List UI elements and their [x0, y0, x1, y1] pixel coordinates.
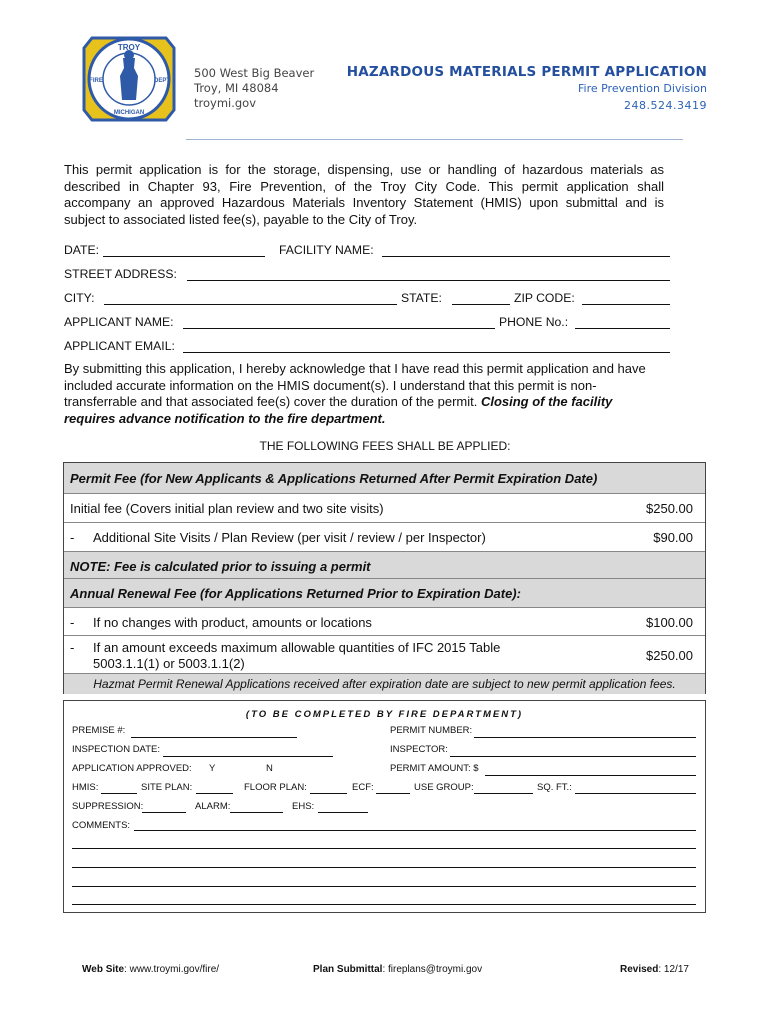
permit-number-label: PERMIT NUMBER: [390, 725, 473, 736]
city-label: CITY: [64, 291, 95, 305]
phone-field[interactable] [575, 328, 670, 329]
address-line-2: Troy, MI 48084 [194, 81, 279, 95]
footer-plan-submittal [313, 964, 482, 975]
address-line-1: 500 West Big Beaver [194, 66, 315, 80]
zip-code-label: ZIP CODE: [514, 291, 575, 305]
fee-table [63, 462, 706, 694]
staff-box-title: (TO BE COMPLETED BY FIRE DEPARTMENT) [245, 709, 524, 720]
logo-right-text: DEPT [153, 78, 171, 84]
fee-row-label: Initial fee (Covers initial plan review and two site visits) [70, 501, 384, 516]
site-plan-field[interactable] [196, 793, 233, 794]
floor-plan-label: FLOOR PLAN: [244, 782, 307, 793]
address-website[interactable]: troymi.gov [194, 96, 257, 110]
renewal-fee-header-row [64, 578, 705, 608]
inspection-date-label: INSPECTION DATE: [72, 744, 160, 755]
acknowledgement-emphasis: Closing of the facility requires advance notification to the fire department. [64, 394, 613, 426]
renewal-row-amount: $100.00 [646, 615, 693, 630]
footnote-row [64, 673, 705, 694]
comments-label: COMMENTS: [72, 820, 131, 831]
suppression-field[interactable] [142, 812, 186, 813]
applicant-name-field[interactable] [183, 328, 495, 329]
state-field[interactable] [452, 304, 510, 305]
footer-revised [620, 964, 689, 975]
acknowledgement-paragraph [64, 361, 664, 427]
logo-top-text: TROY [117, 43, 141, 52]
division-name: Fire Prevention Division [577, 82, 707, 95]
intro-paragraph: This permit application is for the storage, dispensing, use or handling of hazardous materials as described in Chapter 93, Fire Prevention, of the Troy City Code. This permit application shall accompany an approved Hazardous Materials Inventory Statement (HMIS) upon submittal and is subject to associated listed fee(s), payable to the City of Troy. [64, 162, 664, 227]
premise-label: PREMISE #: [72, 725, 126, 736]
footer-website [82, 964, 219, 975]
approved-no-option[interactable]: N [266, 763, 273, 774]
footer-website-value[interactable]: : www.troymi.gov/fire/ [124, 964, 220, 975]
inspector-field[interactable] [450, 756, 696, 757]
department-address [194, 66, 314, 111]
date-field[interactable] [103, 256, 265, 257]
street-address-field[interactable] [187, 280, 670, 281]
fire-department-use-box [63, 700, 706, 913]
use-group-label: USE GROUP: [414, 782, 474, 793]
footer-plan-value[interactable]: : fireplans@troymi.gov [382, 964, 483, 975]
acknowledgement-text: By submitting this application, I hereby acknowledge that I have read this permit application and have included accurate information on the HMIS document(s). I understand that this permit is non-transferrable and that associated fee(s) cover the duration of the permit. [64, 361, 646, 409]
logo-bottom-text: MICHIGAN [113, 110, 145, 116]
fee-note-row [64, 551, 705, 579]
street-address-label: STREET ADDRESS: [64, 267, 177, 281]
comments-line[interactable] [134, 830, 696, 831]
zip-code-field[interactable] [582, 304, 670, 305]
use-group-field[interactable] [474, 793, 533, 794]
renewal-row-label-line1: If an amount exceeds maximum allowable quantities of IFC 2015 Table [93, 640, 501, 655]
fee-row-amount: $90.00 [653, 530, 693, 545]
footer-revised-value: : 12/17 [658, 964, 689, 975]
comments-line[interactable] [72, 848, 696, 849]
ehs-label: EHS: [292, 801, 315, 812]
hmis-label: HMIS: [72, 782, 99, 793]
footer-website-label: Web Site [82, 964, 125, 975]
alarm-label: ALARM: [195, 801, 231, 812]
ecf-field[interactable] [376, 793, 410, 794]
fees-heading: THE FOLLOWING FEES SHALL BE APPLIED: [259, 439, 511, 453]
facility-name-label: FACILITY NAME: [279, 243, 374, 257]
footer-plan-label: Plan Submittal [313, 964, 383, 975]
comments-line[interactable] [72, 886, 696, 887]
application-approved-label: APPLICATION APPROVED: [72, 763, 192, 774]
comments-line[interactable] [72, 867, 696, 868]
fee-row-amount: $250.00 [646, 501, 693, 516]
comments-line[interactable] [72, 904, 696, 905]
renewal-row-label-line2: 5003.1.1(1) or 5003.1.1(2) [93, 656, 245, 671]
renewal-row-dash: - [70, 640, 75, 655]
applicant-email-label: APPLICANT EMAIL: [64, 339, 175, 353]
renewal-fee-header: Annual Renewal Fee (for Applications Returned Prior to Expiration Date): [70, 586, 521, 601]
premise-field[interactable] [131, 737, 297, 738]
permit-number-field[interactable] [474, 737, 696, 738]
approved-yes-option[interactable]: Y [209, 763, 216, 774]
inspection-date-field[interactable] [163, 756, 333, 757]
fee-row [64, 493, 705, 523]
permit-amount-label: PERMIT AMOUNT: $ [390, 763, 479, 774]
renewal-row-label: If no changes with product, amounts or locations [93, 615, 372, 630]
hmis-field[interactable] [101, 793, 137, 794]
renewal-row-dash: - [70, 615, 75, 630]
inspector-label: INSPECTOR: [390, 744, 448, 755]
renewal-row [64, 635, 705, 674]
renewal-footnote: Hazmat Permit Renewal Applications received after expiration date are subject to new permit application fees. [93, 677, 676, 691]
footer-revised-label: Revised [620, 964, 659, 975]
renewal-row [64, 607, 705, 636]
phone-label: PHONE No.: [499, 315, 569, 329]
floor-plan-field[interactable] [310, 793, 347, 794]
division-phone: 248.524.3419 [624, 99, 707, 112]
form-title: HAZARDOUS MATERIALS PERMIT APPLICATION [346, 64, 707, 80]
fee-row-dash: - [70, 530, 75, 545]
state-label: STATE: [401, 291, 442, 305]
site-plan-label: SITE PLAN: [141, 782, 193, 793]
fee-note: NOTE: Fee is calculated prior to issuing a permit [70, 559, 371, 574]
fee-row [64, 522, 705, 552]
permit-amount-field[interactable] [485, 775, 696, 776]
ehs-field[interactable] [318, 812, 368, 813]
alarm-field[interactable] [230, 812, 283, 813]
ecf-label: ECF: [352, 782, 374, 793]
sq-ft-label: SQ. FT.: [537, 782, 572, 793]
logo-left-text: FIRE [89, 78, 103, 84]
fee-row-label: Additional Site Visits / Plan Review (per visit / review / per Inspector) [93, 530, 486, 545]
date-label: DATE: [64, 243, 99, 257]
facility-name-field[interactable] [382, 256, 670, 257]
header-divider [186, 139, 683, 140]
applicant-name-label: APPLICANT NAME: [64, 315, 174, 329]
suppression-label: SUPPRESSION: [72, 801, 144, 812]
city-field[interactable] [104, 304, 397, 305]
renewal-row-amount: $250.00 [646, 648, 693, 663]
troy-fire-dept-logo [78, 28, 180, 130]
applicant-email-field[interactable] [183, 352, 670, 353]
permit-fee-header: Permit Fee (for New Applicants & Applications Returned After Permit Expiration Date) [70, 471, 598, 486]
sq-ft-field[interactable] [575, 793, 696, 794]
permit-fee-header-row [64, 463, 705, 493]
